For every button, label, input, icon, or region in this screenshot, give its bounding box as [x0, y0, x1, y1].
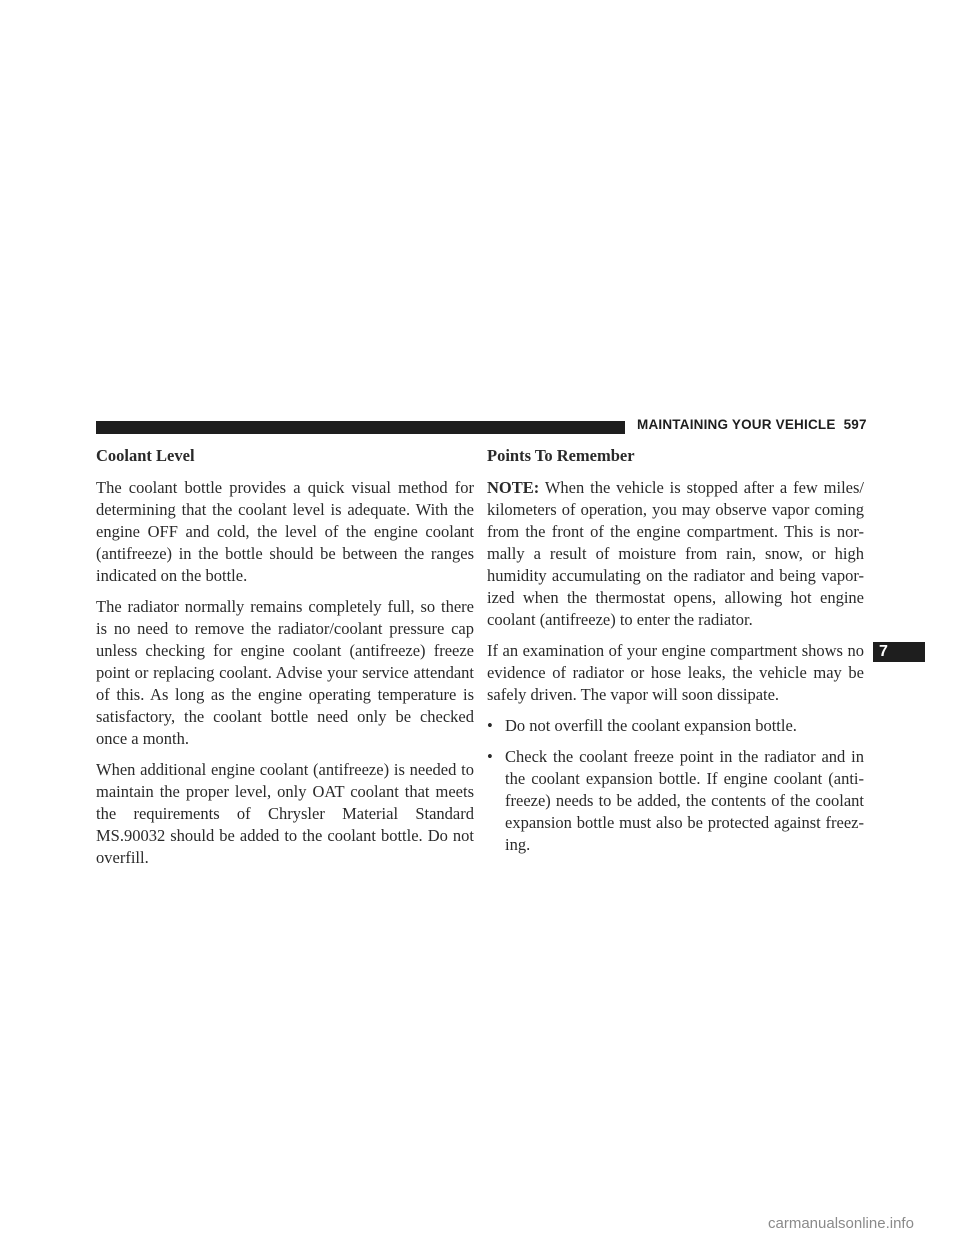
watermark[interactable]: carmanualsonline.info — [768, 1215, 914, 1232]
left-column — [96, 445, 474, 878]
paragraph: The radiator normally remains completely full, so there is no need to remove the radiator/coolant pressure cap unless checking for engine coolant (antifreeze) freeze point or replacing coolant. Advise your service attendant of this. As long as the engine operating temperature is satisfactory, the coolant bottle need only be checked once a month. — [96, 597, 474, 748]
chapter-tab: 7 — [873, 642, 925, 662]
points-to-remember-heading: Points To Remember — [487, 446, 635, 465]
list-item-text: Check the coolant freeze point in the radiator and in the coolant expansion bottle. If engine coolant (anti-freeze) needs to be added, the contents of the coolant expansion bottle must also be protected against freez-ing. — [505, 747, 864, 854]
coolant-level-heading: Coolant Level — [96, 446, 195, 465]
page-number: 597 — [843, 417, 867, 432]
note-paragraph — [487, 477, 864, 631]
list-item-text: Do not overfill the coolant expansion bottle. — [505, 716, 797, 735]
paragraph: If an examination of your engine compartment shows no evidence of radiator or hose leaks, the vehicle may be safely driven. The vapor will soon dissipate. — [487, 641, 864, 704]
paragraph: The coolant bottle provides a quick visual method for determining that the coolant level is adequate. With the engine OFF and cold, the level of the engine coolant (antifreeze) in the bottle should be between the ranges indicated on the bottle. — [96, 478, 474, 585]
section-title: MAINTAINING YOUR VEHICLE — [637, 417, 836, 432]
header-rule — [96, 421, 625, 434]
note-text: When the vehicle is stopped after a few miles/ kilometers of operation, you may observe vapor coming from the front of the engine compartment. This is nor-mally a result of moisture from rain, snow, or high humidity accumulating on the radiator and being vapor-ized when the thermostat opens, allowing hot engine coolant (antifreeze) to enter the radiator. — [487, 478, 865, 629]
running-header — [637, 417, 867, 432]
paragraph: When additional engine coolant (antifreeze) is needed to maintain the proper level, only OAT coolant that meets the requirements of Chrysler Material Standard MS.90032 should be added to the coolant bottle. Do not overfill. — [96, 760, 474, 867]
right-column — [487, 445, 864, 865]
list-item — [487, 715, 864, 737]
list-item — [487, 746, 864, 856]
bullet-icon: • — [487, 716, 493, 735]
bullet-list — [487, 715, 864, 856]
note-label: NOTE: — [487, 478, 540, 497]
bullet-icon: • — [487, 747, 493, 766]
